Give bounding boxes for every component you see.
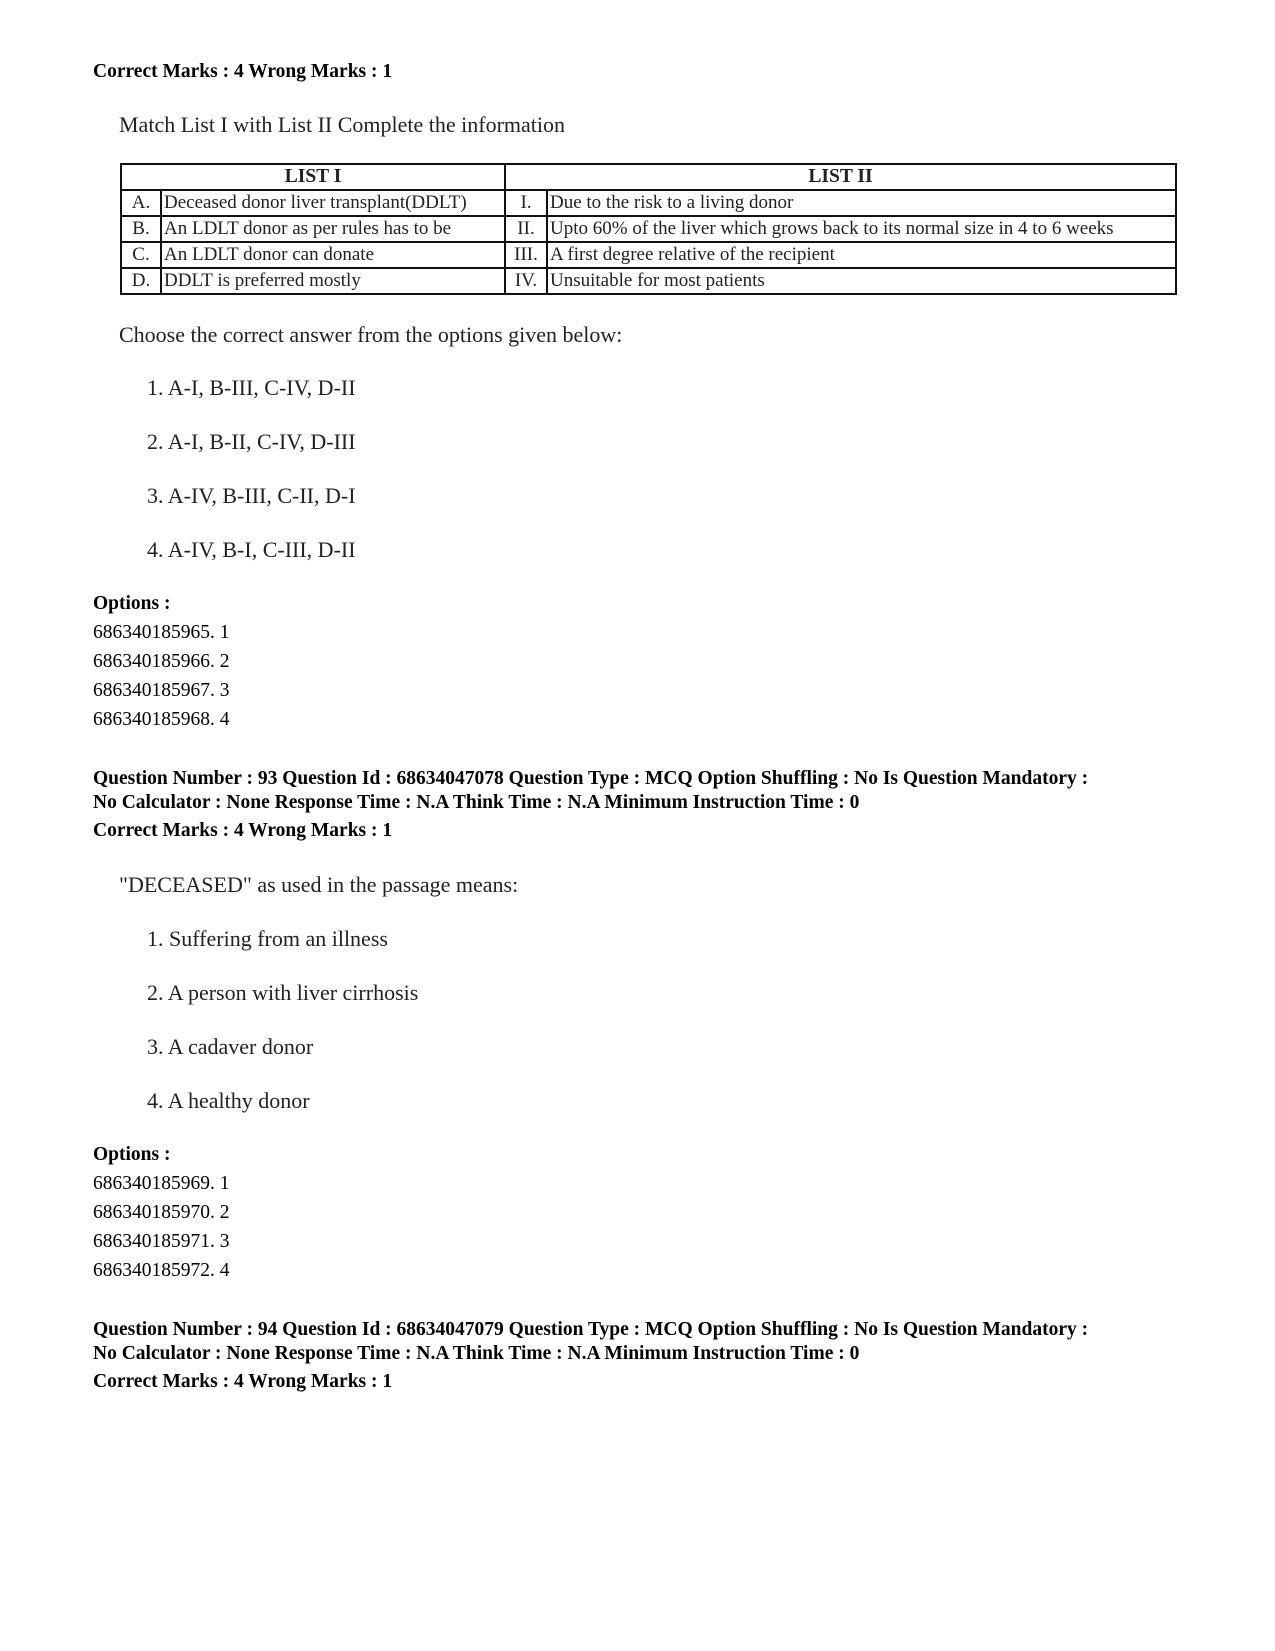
list-2-key: II. — [505, 216, 547, 242]
list-1-key: A. — [121, 190, 161, 216]
list-1-header: LIST I — [121, 164, 505, 190]
q93-option-3: 686340185971. 3 — [93, 1231, 230, 1252]
q94-meta-line-2: No Calculator : None Response Time : N.A Think Time : N.A Minimum Instruction Time : 0 — [93, 1343, 860, 1364]
q92-choice-1: 1. A-I, B-III, C-IV, D-II — [147, 375, 356, 400]
q93-option-1: 686340185969. 1 — [93, 1173, 230, 1194]
list-2-item: Unsuitable for most patients — [547, 268, 1176, 294]
q93-prompt: "DECEASED" as used in the passage means: — [119, 872, 519, 897]
q93-marks: Correct Marks : 4 Wrong Marks : 1 — [93, 820, 393, 841]
q93-choice-1: 1. Suffering from an illness — [147, 926, 388, 951]
q92-marks: Correct Marks : 4 Wrong Marks : 1 — [93, 61, 393, 82]
q92-option-2: 686340185966. 2 — [93, 651, 230, 672]
table-row — [121, 268, 1176, 294]
list-1-item: DDLT is preferred mostly — [161, 268, 505, 294]
q92-option-3: 686340185967. 3 — [93, 680, 230, 701]
q92-prompt: Match List I with List II Complete the information — [119, 112, 566, 137]
q93-choice-2: 2. A person with liver cirrhosis — [147, 980, 419, 1005]
list-2-item: A first degree relative of the recipient — [547, 242, 1176, 268]
q92-choice-4: 4. A-IV, B-I, C-III, D-II — [147, 537, 356, 562]
list-2-item: Upto 60% of the liver which grows back to its normal size in 4 to 6 weeks — [547, 216, 1176, 242]
list-2-key: IV. — [505, 268, 547, 294]
q94-meta-line-1: Question Number : 94 Question Id : 68634047079 Question Type : MCQ Option Shuffling : No Is Question Mandatory : — [93, 1319, 1089, 1340]
q92-choice-3: 3. A-IV, B-III, C-II, D-I — [147, 483, 356, 508]
list-1-key: D. — [121, 268, 161, 294]
q92-options-label: Options : — [93, 593, 171, 614]
q92-option-4: 686340185968. 4 — [93, 709, 230, 730]
q93-option-4: 686340185972. 4 — [93, 1260, 230, 1281]
list-1-item: An LDLT donor as per rules has to be — [161, 216, 505, 242]
q93-meta-line-1: Question Number : 93 Question Id : 68634047078 Question Type : MCQ Option Shuffling : No Is Question Mandatory : — [93, 768, 1089, 789]
q93-meta-line-2: No Calculator : None Response Time : N.A Think Time : N.A Minimum Instruction Time : 0 — [93, 792, 860, 813]
list-1-key: C. — [121, 242, 161, 268]
list-2-item: Due to the risk to a living donor — [547, 190, 1176, 216]
table-row — [121, 190, 1176, 216]
q93-option-2: 686340185970. 2 — [93, 1202, 230, 1223]
list-1-item: An LDLT donor can donate — [161, 242, 505, 268]
q93-choice-4: 4. A healthy donor — [147, 1088, 310, 1113]
match-table-header — [121, 164, 1176, 190]
list-2-key: III. — [505, 242, 547, 268]
q94-marks: Correct Marks : 4 Wrong Marks : 1 — [93, 1371, 393, 1392]
list-2-header: LIST II — [505, 164, 1176, 190]
q92-option-1: 686340185965. 1 — [93, 622, 230, 643]
list-1-item: Deceased donor liver transplant(DDLT) — [161, 190, 505, 216]
q92-choice-2: 2. A-I, B-II, C-IV, D-III — [147, 429, 356, 454]
table-row — [121, 242, 1176, 268]
list-2-key: I. — [505, 190, 547, 216]
table-row — [121, 216, 1176, 242]
q93-options-label: Options : — [93, 1144, 171, 1165]
list-1-key: B. — [121, 216, 161, 242]
match-table — [120, 163, 1177, 295]
q92-instruction: Choose the correct answer from the options given below: — [119, 322, 623, 347]
q93-choice-3: 3. A cadaver donor — [147, 1034, 314, 1059]
